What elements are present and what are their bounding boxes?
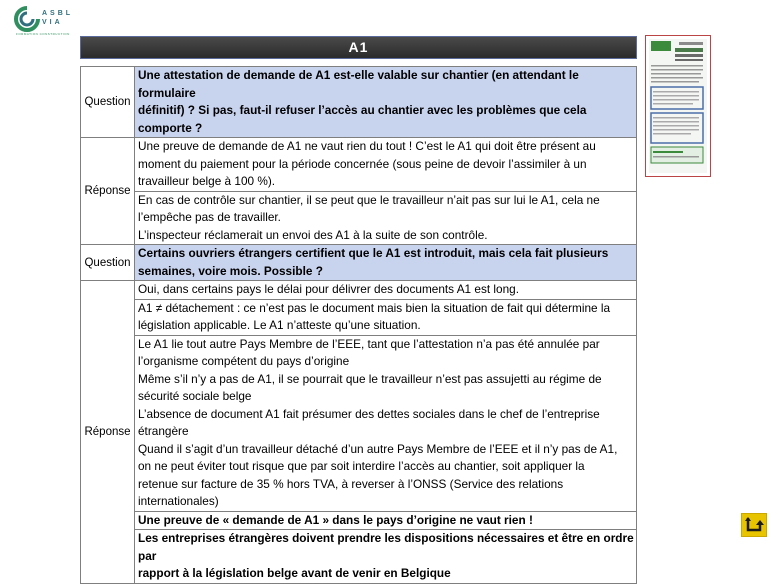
answer-line: Oui, dans certains pays le délai pour délivrer des documents A1 est long. [138,282,519,296]
logo-brand-line2: VIA [42,19,63,26]
answer-2-block-2 [135,299,637,335]
answer-line: Une preuve de « demande de A1 » dans le pays d’origine ne vaut rien ! [138,512,533,527]
document-thumbnail-icon [649,39,707,173]
question-1-text [135,67,637,138]
question-1-line: Une attestation de demande de A1 est-elle valable sur chantier (en attendant le formulaire [138,68,579,100]
qa-table [80,66,637,584]
qa-row-answer-2a [81,281,637,300]
answer-line: L’inspecteur réclamerait un envoi des A1 à la suite de son contrôle. [138,227,488,242]
qa-row-answer-1a [81,138,637,192]
row-label-question-1: Question [81,67,135,138]
return-button[interactable] [741,513,767,537]
row-label-answer-2: Réponse [81,281,135,584]
question-2-line: Certains ouvriers étrangers certifient que le A1 est introduit, mais cela fait plusieurs [138,246,609,260]
answer-line: l’organisme compétent du pays d’origine [138,354,350,368]
return-arrow-icon [742,514,766,536]
question-1-line: définitif) ? Si pas, faut-il refuser l’accès au chantier avec les problèmes que cela comporte ? [138,103,587,135]
answer-line: internationales) [138,494,219,508]
answer-line: étrangère [138,424,189,438]
question-2-line: semaines, voire mois. Possible ? [138,263,323,278]
qa-row-answer-2c [81,335,637,511]
qa-row-answer-2e [81,530,637,584]
answer-line: Une preuve de demande de A1 ne vaut rien du tout ! C’est le A1 qui doit être présent au [138,139,596,153]
answer-line: on ne peut éviter tout risque que par soit interdire l’accès au chantier, soit appliquer la [138,459,585,473]
answer-line: moment du paiement pour la période concernée (sous peine de devoir l’assimiler à un [138,156,587,171]
answer-2-block-1 [135,281,637,300]
logo-brand-line1: ASBL [42,10,74,17]
answer-2-block-3 [135,335,637,511]
logo-brand [42,9,82,27]
qa-row-question-1 [81,67,637,138]
row-label-answer-1: Réponse [81,138,135,245]
logo-mark-icon [14,6,40,32]
answer-line: travailleur belge à 100 %). [138,174,276,188]
answer-line: retenue sur facture de 35 % hors TVA, à reverser à l’ONSS (Service des relations [138,476,564,491]
qa-row-answer-2d [81,511,637,530]
answer-1-block-1 [135,138,637,192]
question-2-text [135,245,637,281]
qa-row-answer-1b [81,191,637,245]
answer-line: Quand il s’agit d’un travailleur détaché d’un autre Pays Membre de l’EEE et il n’y pas de A1, [138,441,618,456]
answer-2-block-5 [135,530,637,584]
answer-line: A1 ≠ détachement : ce n’est pas le document mais bien la situation de fait qui détermine la [138,300,611,315]
answer-line: législation applicable. Le A1 n’atteste qu’une situation. [138,318,421,332]
answer-1-block-2 [135,191,637,245]
answer-2-block-4 [135,511,637,530]
page-title: A1 [80,36,637,59]
qa-row-question-2 [81,245,637,281]
qa-row-answer-2b [81,299,637,335]
logo-tagline: FORMATION CONSTRUCTION [16,32,70,36]
answer-line: En cas de contrôle sur chantier, il se peut que le travailleur n’ait pas sur lui le A1, cela ne [138,192,600,207]
answer-line: rapport à la législation belge avant de venir en Belgique [138,566,451,580]
answer-line: L’absence de document A1 fait présumer des dettes sociales dans le chef de l’entreprise [138,406,600,421]
row-label-question-2: Question [81,245,135,281]
answer-line: Les entreprises étrangères doivent prendre les dispositions nécessaires et être en ordre par [138,531,634,563]
answer-line: sécurité sociale belge [138,389,252,403]
answer-line: Le A1 lie tout autre Pays Membre de l’EEE, tant que l’attestation n’a pas été annulée par [138,336,600,351]
logo [14,6,76,38]
document-thumbnail [645,35,711,177]
answer-line: l’empêche pas de travailler. [138,210,281,224]
answer-line: Même s’il n’y a pas de A1, il se pourrait que le travailleur n’est pas assujetti au régime de [138,371,602,386]
